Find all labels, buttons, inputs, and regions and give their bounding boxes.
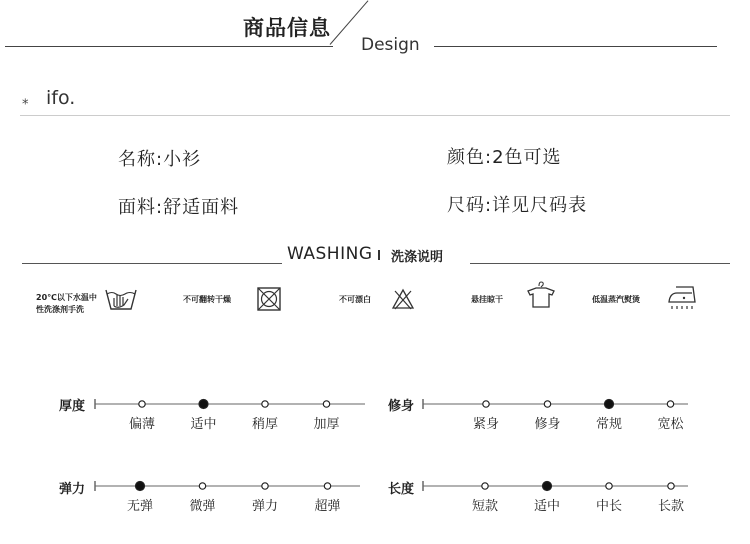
- length-scale-marker-selected: [543, 482, 552, 491]
- washing-title-cn: 洗涤说明: [391, 250, 444, 265]
- fit-scale-marker: [544, 401, 550, 407]
- length-scale-option: 短款: [471, 499, 499, 514]
- length-scale-option: 中长: [595, 499, 623, 514]
- care-item-hand-wash: [36, 292, 97, 316]
- no-bleach-icon: [391, 287, 415, 311]
- care-item-hang-dry: [471, 294, 503, 306]
- elasticity-scale-option: 微弹: [189, 499, 216, 514]
- scale-label-fit: 修身: [388, 399, 415, 414]
- washing-title-en: WASHING: [287, 244, 373, 264]
- fit-scale-marker-selected: [605, 400, 614, 409]
- thickness-scale-option: 适中: [190, 417, 217, 432]
- elasticity-scale-option: 弹力: [251, 499, 279, 514]
- washing-line-right: [470, 263, 730, 264]
- length-scale-marker: [482, 483, 488, 489]
- care-item-low-steam-iron: [592, 294, 640, 306]
- info-size: 尺码:详见尺码表: [447, 195, 588, 216]
- thickness-scale-option: 加厚: [313, 417, 340, 432]
- fit-scale-track: [0, 394, 750, 414]
- washing-separator: [378, 250, 380, 260]
- star-icon: ⁎: [22, 93, 29, 108]
- page-title: 商品信息: [243, 16, 331, 40]
- section-label: ifo.: [46, 87, 76, 109]
- care-text-line: 不可翻转干燥: [183, 295, 231, 304]
- scale-label-thickness: 厚度: [59, 399, 86, 414]
- fit-scale-option: 宽松: [657, 417, 684, 432]
- hang-dry-icon: [524, 280, 558, 310]
- header-line-left: [5, 46, 333, 47]
- info-color: 颜色:2色可选: [447, 147, 562, 168]
- header-subtitle: Design: [361, 35, 420, 55]
- low-steam-iron-icon: [666, 282, 702, 312]
- care-text-line: 低温蒸汽熨烫: [592, 295, 640, 304]
- thickness-scale-option: 偏薄: [128, 417, 156, 432]
- care-item-no-bleach: [339, 294, 371, 306]
- care-text-line: 不可漂白: [339, 295, 371, 304]
- fit-scale-marker: [667, 401, 673, 407]
- care-text-line: 20℃以下水温中: [36, 293, 97, 302]
- elasticity-scale-option: 超弹: [314, 499, 341, 514]
- section-divider: [20, 115, 730, 116]
- care-text-line: 性洗涤剂手洗: [36, 305, 84, 314]
- fit-scale-option: 常规: [595, 417, 623, 432]
- info-name: 名称:小衫: [118, 149, 202, 170]
- hand-wash-icon: [104, 284, 138, 312]
- fit-scale-marker: [483, 401, 489, 407]
- no-tumble-dry-icon: [256, 286, 282, 312]
- fit-scale-option: 修身: [534, 417, 561, 432]
- length-scale-marker: [606, 483, 612, 489]
- washing-line-left: [22, 263, 282, 264]
- fit-scale-option: 紧身: [472, 417, 500, 432]
- care-item-no-tumble-dry: [183, 294, 231, 306]
- thickness-scale-option: 稍厚: [251, 417, 279, 432]
- care-text-line: 悬挂晾干: [471, 295, 503, 304]
- elasticity-scale-option: 无弹: [126, 499, 154, 514]
- scale-label-length: 长度: [388, 482, 415, 497]
- info-fabric: 面料:舒适面料: [118, 197, 240, 218]
- length-scale-track: [0, 476, 750, 496]
- length-scale-option: 适中: [533, 499, 561, 514]
- length-scale-option: 长款: [657, 499, 685, 514]
- scale-label-elasticity: 弹力: [59, 482, 86, 497]
- header-line-right: [434, 46, 717, 47]
- length-scale-marker: [668, 483, 674, 489]
